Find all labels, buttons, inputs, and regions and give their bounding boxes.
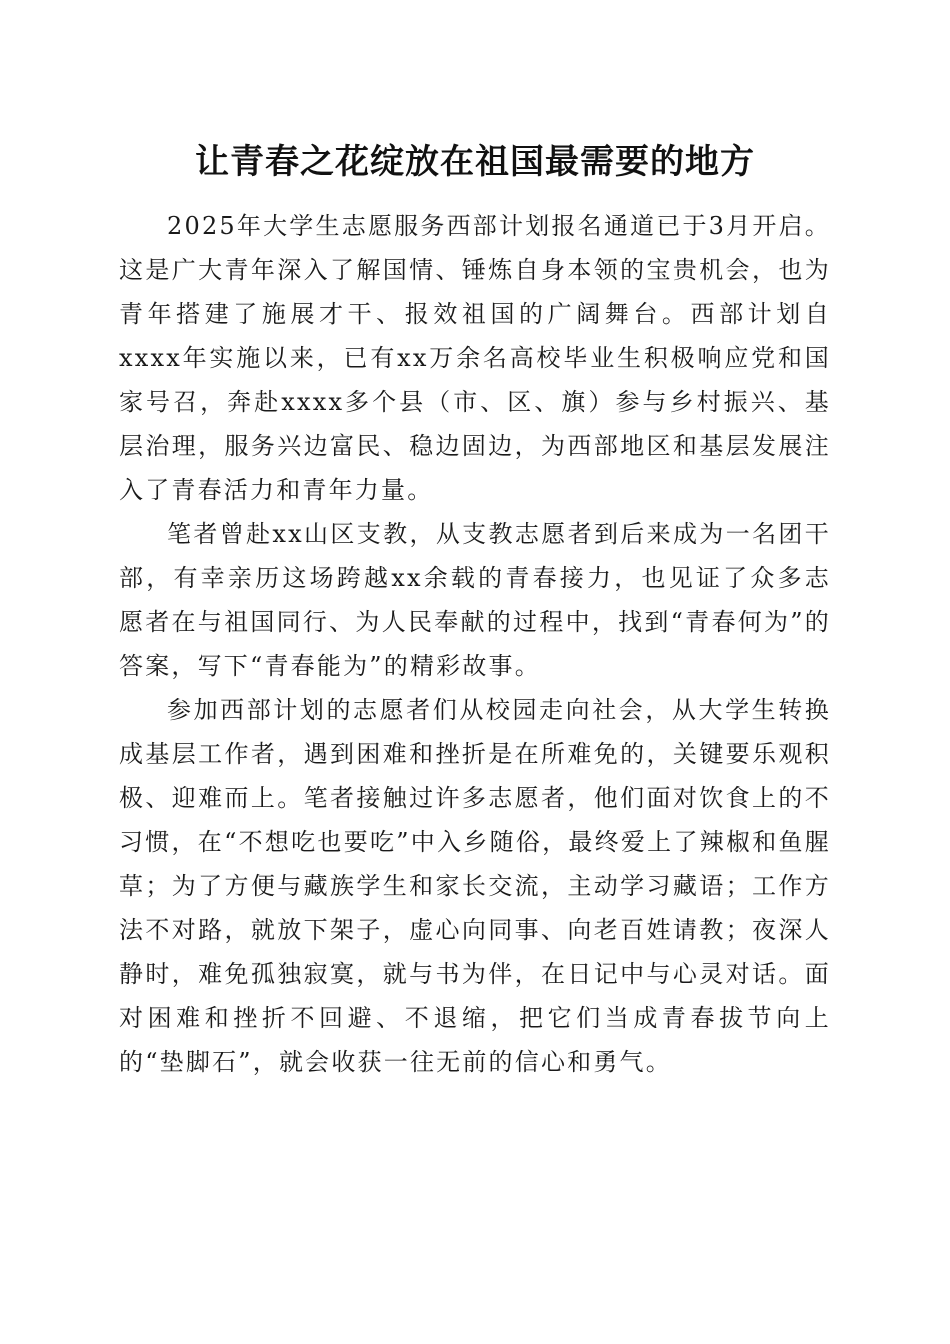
paragraph-3: 参加西部计划的志愿者们从校园走向社会，从大学生转换成基层工作者，遇到困难和挫折是在所难免的，关键要乐观积极、迎难而上。笔者接触过许多志愿者，他们面对饮食上的不习惯，在“不想吃也要吃”中入乡随俗，最终爱上了辣椒和鱼腥草；为了方便与藏族学生和家长交流，主动学习藏语；工作方法不对路，就放下架子，虚心向同事、向老百姓请教；夜深人静时，难免孤独寂寞，就与书为伴，在日记中与心灵对话。面对困难和挫折不回避、不退缩，把它们当成青春拔节向上的“垫脚石”，就会收获一往无前的信心和勇气。 bbox=[119, 696, 831, 1076]
document-body bbox=[119, 204, 831, 1084]
paragraph-1: 2025年大学生志愿服务西部计划报名通道已于3月开启。这是广大青年深入了解国情、锤炼自身本领的宝贵机会，也为青年搭建了施展才干、报效祖国的广阔舞台。西部计划自xxxx年实施以来，已有xx万余名高校毕业生积极响应党和国家号召，奔赴xxxx多个县（市、区、旗）参与乡村振兴、基层治理，服务兴边富民、稳边固边，为西部地区和基层发展注入了青春活力和青年力量。 bbox=[119, 212, 831, 504]
document-title: 让青春之花绽放在祖国最需要的地方 bbox=[195, 142, 755, 182]
paragraph-2: 笔者曾赴xx山区支教，从支教志愿者到后来成为一名团干部，有幸亲历这场跨越xx余载的青春接力，也见证了众多志愿者在与祖国同行、为人民奉献的过程中，找到“青春何为”的答案，写下“青春能为”的精彩故事。 bbox=[119, 520, 831, 680]
